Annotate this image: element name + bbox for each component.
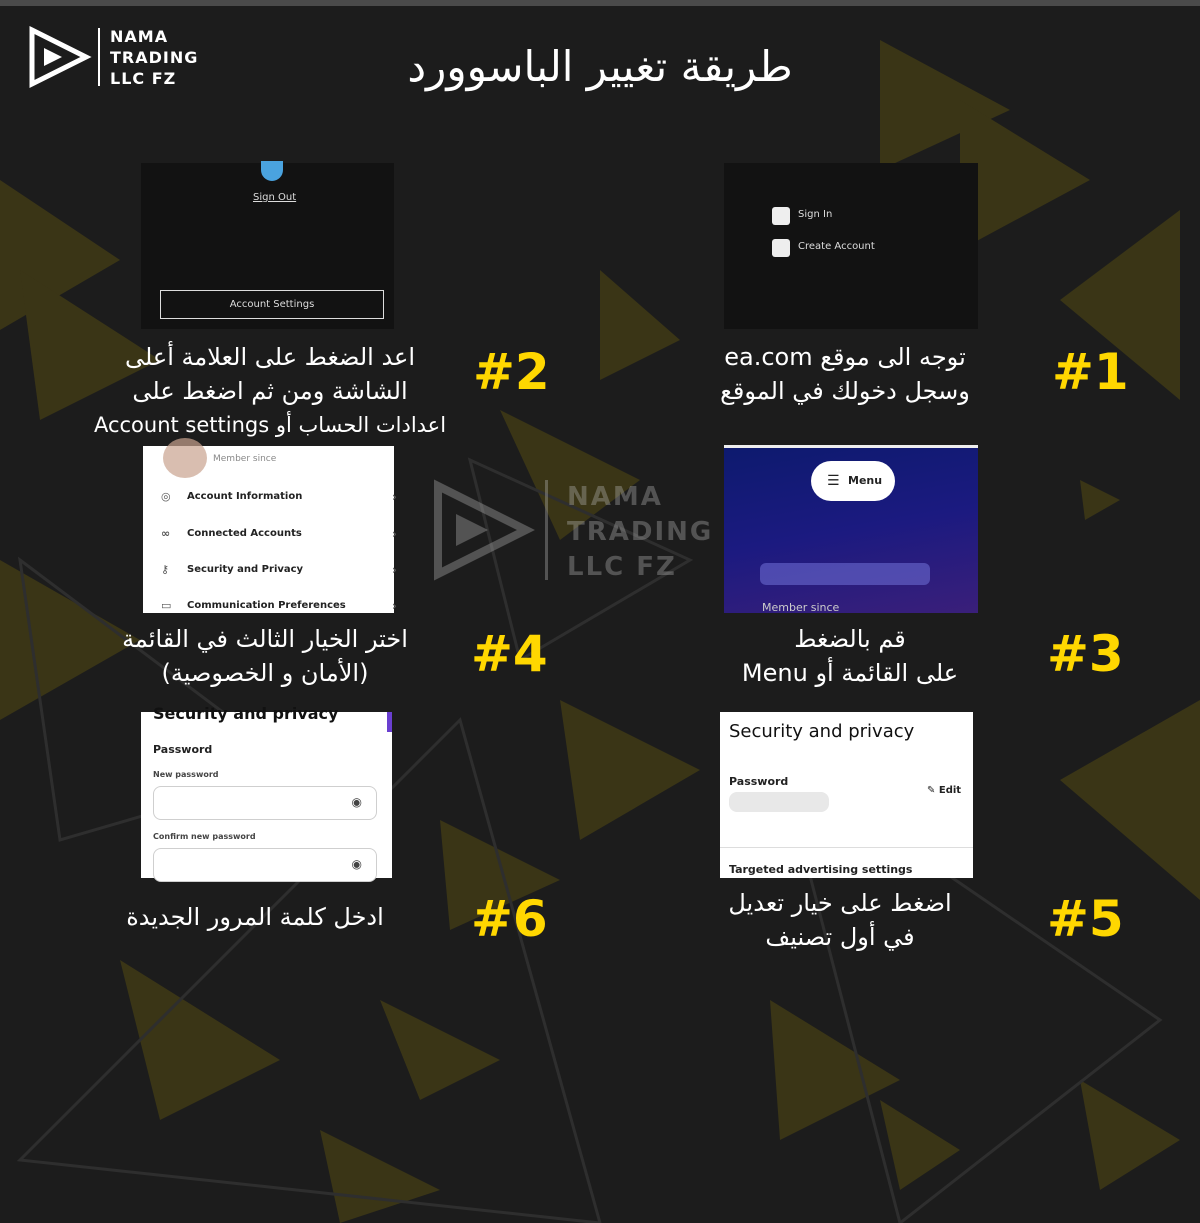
section-heading: Security and privacy (729, 721, 915, 742)
menu-item-account-information[interactable] (161, 490, 401, 503)
new-password-label: New password (153, 770, 219, 779)
step6-screenshot (141, 704, 392, 878)
person-icon: ◎ (161, 490, 171, 503)
avatar (163, 438, 207, 478)
watermark-divider (545, 480, 548, 580)
divider (720, 847, 973, 848)
link-icon: ∞ (161, 527, 171, 540)
play-triangle-icon (432, 480, 532, 580)
step1-text (660, 340, 1030, 408)
step3-screenshot (724, 445, 978, 613)
brand-logo (28, 26, 208, 90)
watermark-text (567, 480, 713, 585)
watermark-logo (432, 476, 722, 586)
step5-number: #5 (1047, 890, 1124, 948)
step4-line-2: (الأمان و الخصوصية) (161, 659, 369, 687)
create-account-link[interactable]: Create Account (798, 241, 875, 252)
chevron-right-icon: › (392, 598, 397, 613)
step3-line-1: قم بالضغط (794, 625, 906, 653)
logo-divider (98, 28, 100, 86)
step6-number: #6 (471, 890, 548, 948)
edit-button[interactable] (927, 785, 961, 796)
step6-line-1: ادخل كلمة المرور الجديدة (126, 903, 384, 931)
step4-number: #4 (471, 625, 548, 683)
step2-number: #2 (473, 343, 550, 401)
logo-text (110, 26, 198, 89)
member-since-label: Member since (213, 454, 277, 464)
step3-text (680, 622, 1020, 690)
account-settings-button[interactable]: Account Settings (160, 290, 384, 319)
avatar-icon (261, 161, 283, 181)
menu-item-label: Security and Privacy (187, 564, 304, 575)
sign-in-link[interactable]: Sign In (798, 209, 833, 220)
chevron-right-icon: › (392, 526, 397, 541)
watermark-line-3: LLC FZ (567, 552, 677, 582)
step1-number: #1 (1052, 343, 1129, 401)
confirm-password-label: Confirm new password (153, 832, 256, 841)
step3-line-2: على القائمة أو Menu (741, 659, 959, 687)
watermark-line-1: NAMA (567, 482, 663, 512)
chevron-right-icon: › (392, 562, 397, 577)
step2-line-2: الشاشة ومن ثم اضغط على (132, 377, 408, 405)
new-password-field[interactable] (153, 786, 377, 820)
blurred-username (760, 563, 930, 585)
header-line (724, 445, 978, 448)
step4-screenshot (143, 446, 397, 613)
chat-icon: ▭ (161, 599, 172, 612)
step2-screenshot (141, 163, 394, 329)
step2-text (70, 340, 470, 442)
targeted-ads-label: Targeted advertising settings (729, 863, 913, 876)
confirm-password-field[interactable] (153, 848, 377, 882)
step2-line-1: اعد الضغط على العلامة أعلى (124, 343, 416, 371)
user-icon (772, 207, 790, 225)
step5-line-1: اضغط على خيار تعديل (728, 889, 952, 917)
lock-icon: ⚷ (161, 563, 170, 576)
step2-line-3: اعدادات الحساب أو Account settings (93, 413, 447, 437)
menu-item-label: Connected Accounts (187, 528, 302, 539)
page-title: طريقة تغيير الباسوورد (407, 42, 793, 91)
password-label: Password (153, 743, 213, 756)
play-triangle-icon (28, 26, 90, 88)
menu-item-communication-preferences[interactable] (161, 599, 401, 612)
menu-item-connected-accounts[interactable] (161, 527, 401, 540)
eye-icon[interactable]: ◉ (351, 795, 362, 809)
section-heading: Security and privacy (153, 704, 339, 723)
menu-button[interactable] (811, 461, 895, 501)
step5-screenshot (720, 712, 973, 878)
menu-item-security-and-privacy[interactable] (161, 563, 401, 576)
watermark-line-2: TRADING (567, 517, 714, 547)
menu-item-label: Account Information (187, 491, 303, 502)
eye-icon[interactable]: ◉ (351, 857, 362, 871)
blurred-password (729, 792, 829, 812)
logo-line-3: LLC FZ (110, 69, 177, 88)
password-label: Password (729, 775, 789, 788)
hamburger-icon: ☰ (827, 473, 840, 489)
member-since-label: Member since (762, 601, 840, 614)
menu-label: Menu (848, 474, 883, 487)
side-accent (387, 712, 392, 732)
pencil-icon: ✎ (927, 785, 936, 796)
step1-line-2: وسجل دخولك في الموقع (720, 377, 970, 405)
step3-number: #3 (1047, 625, 1124, 683)
step4-line-1: اختر الخيار الثالث في القائمة (122, 625, 408, 653)
add-user-icon (772, 239, 790, 257)
step4-text (80, 622, 450, 690)
menu-item-label: Communication Preferences (187, 600, 346, 611)
step1-line-1: توجه الى موقع ea.com (724, 343, 966, 371)
step5-line-2: في أول تصنيف (765, 923, 915, 951)
step6-text (100, 900, 410, 934)
logo-line-2: TRADING (110, 48, 199, 67)
logo-line-1: NAMA (110, 27, 169, 46)
step5-text (690, 886, 990, 954)
sign-out-link[interactable]: Sign Out (253, 192, 297, 203)
chevron-right-icon: › (392, 489, 397, 504)
edit-label: Edit (938, 785, 962, 796)
step1-screenshot (724, 163, 978, 329)
